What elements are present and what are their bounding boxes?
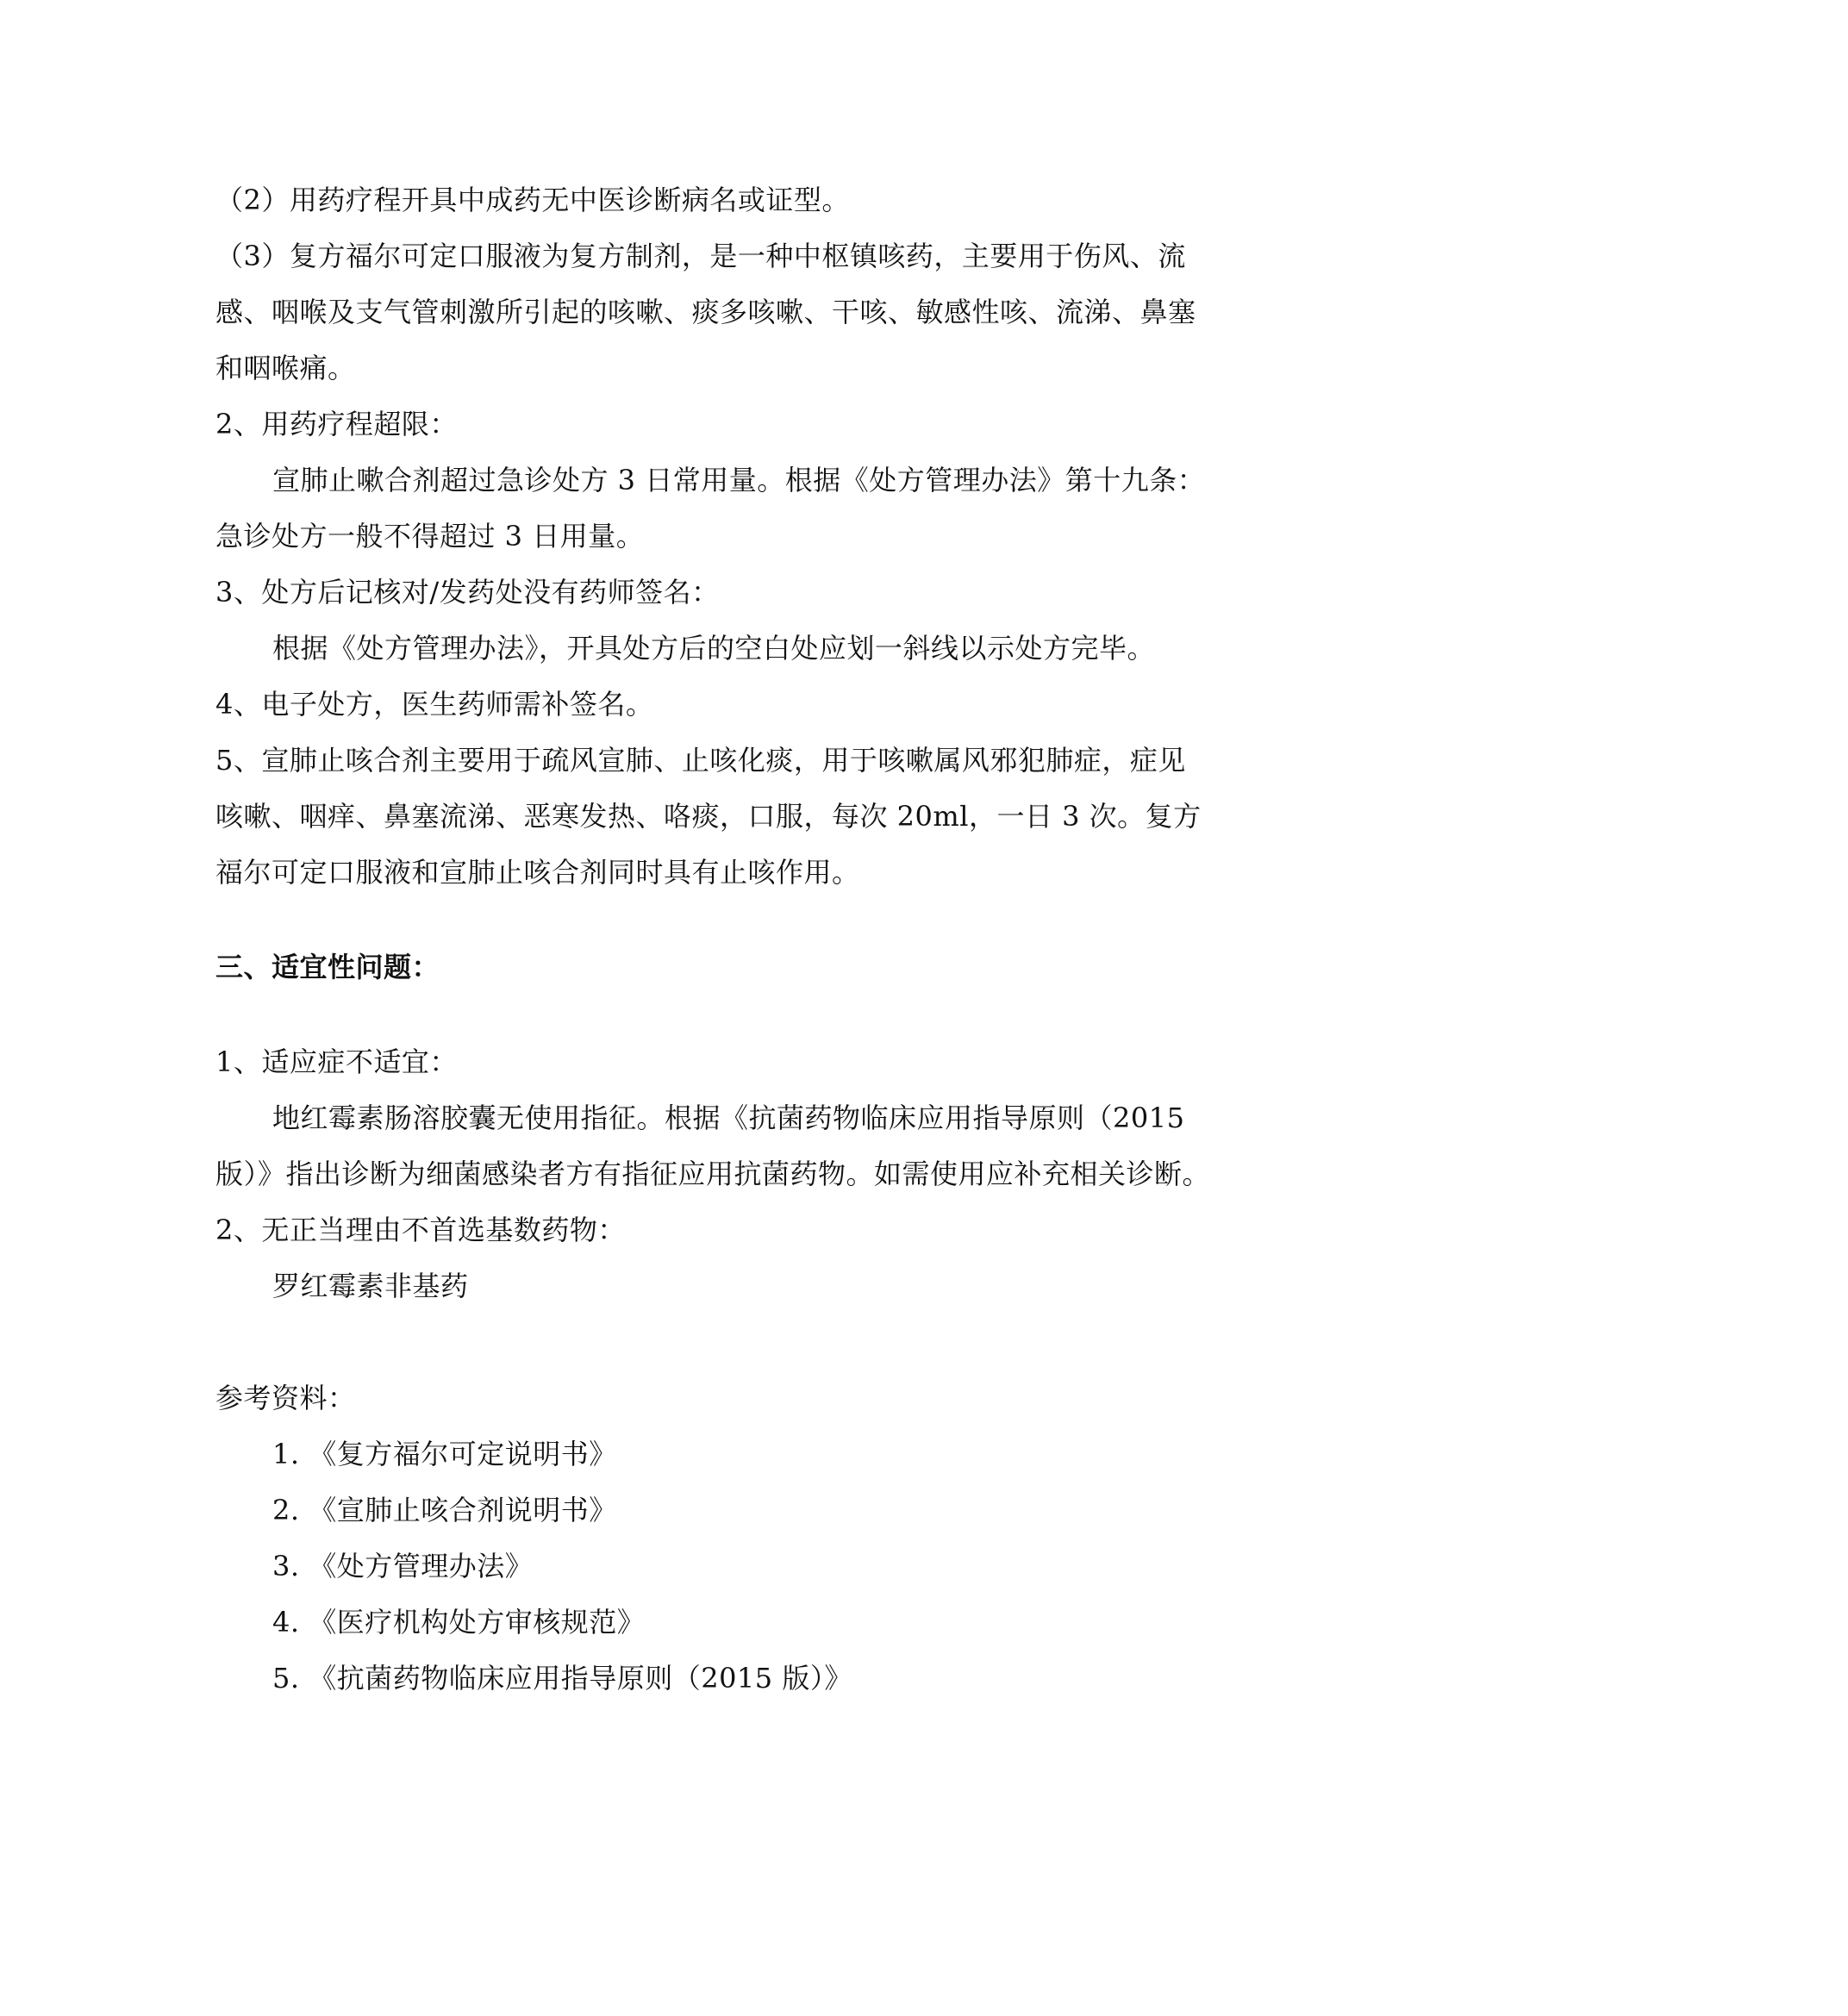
- section-item-heading: 2、无正当理由不首选基数药物：: [215, 1214, 626, 1246]
- section-item-heading: 1、适应症不适宜：: [215, 1045, 458, 1078]
- paragraph-line: 咳嗽、咽痒、鼻塞流涕、恶寒发热、咯痰，口服，每次 20ml，一日 3 次。复方: [215, 800, 1202, 833]
- reference-item: 1. 《复方福尔可定说明书》: [272, 1438, 617, 1470]
- reference-item: 3. 《处方管理办法》: [272, 1550, 534, 1582]
- paragraph-line: 根据《处方管理办法》，开具处方后的空白处应划一斜线以示处方完毕。: [272, 632, 1156, 665]
- paragraph-line: 版）》指出诊断为细菌感染者方有指征应用抗菌药物。如需使用应补充相关诊断。: [215, 1158, 1211, 1190]
- reference-item: 2. 《宣肺止咳合剂说明书》: [272, 1494, 617, 1526]
- paragraph-line: 5、宣肺止咳合剂主要用于疏风宣肺、止咳化痰，用于咳嗽属风邪犯肺症，症见: [215, 744, 1186, 777]
- reference-item: 4. 《医疗机构处方审核规范》: [272, 1606, 646, 1638]
- section-item-heading: 4、电子处方，医生药师需补签名。: [215, 688, 654, 721]
- paragraph-line: （3）复方福尔可定口服液为复方制剂，是一种中枢镇咳药，主要用于伤风、流: [215, 240, 1186, 272]
- section-heading: 三、适宜性问题：: [215, 951, 440, 983]
- paragraph-line: 和咽喉痛。: [215, 352, 356, 384]
- paragraph-line: 宣肺止嗽合剂超过急诊处方 3 日常用量。根据《处方管理办法》第十九条：: [272, 464, 1206, 496]
- references-heading: 参考资料：: [215, 1382, 356, 1414]
- section-item-heading: 2、用药疗程超限：: [215, 408, 458, 440]
- paragraph-line: （2）用药疗程开具中成药无中医诊断病名或证型。: [215, 184, 850, 216]
- paragraph-line: 罗红霉素非基药: [272, 1270, 469, 1302]
- paragraph-line: 急诊处方一般不得超过 3 日用量。: [215, 520, 645, 552]
- section-item-heading: 3、处方后记核对/发药处没有药师签名：: [215, 576, 720, 609]
- reference-item: 5. 《抗菌药物临床应用指导原则（2015 版）》: [272, 1662, 852, 1695]
- paragraph-line: 感、咽喉及支气管刺激所引起的咳嗽、痰多咳嗽、干咳、敏感性咳、流涕、鼻塞: [215, 296, 1196, 328]
- paragraph-line: 地红霉素肠溶胶囊无使用指征。根据《抗菌药物临床应用指导原则（2015: [272, 1102, 1185, 1134]
- paragraph-line: 福尔可定口服液和宣肺止咳合剂同时具有止咳作用。: [215, 856, 860, 889]
